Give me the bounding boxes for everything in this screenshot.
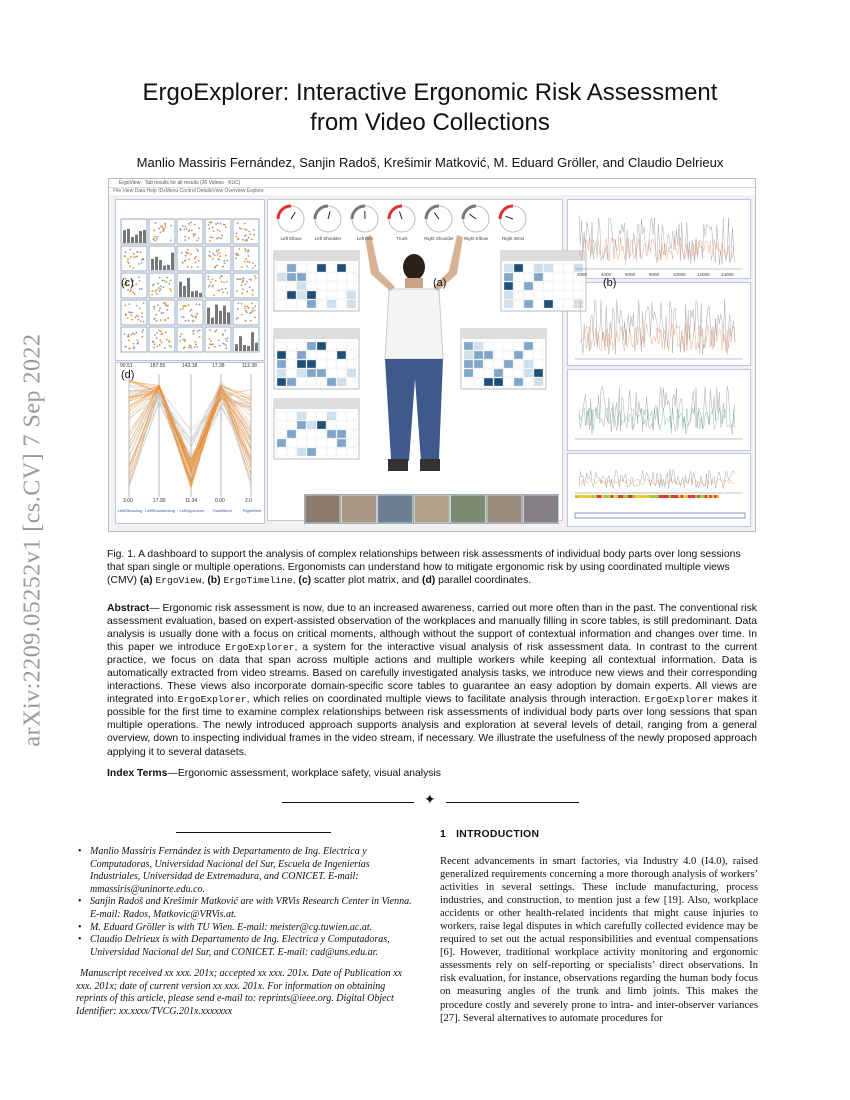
gauge-label: Right Elbow	[463, 236, 488, 241]
figure-caption: Fig. 1. A dashboard to support the analysis of complex relationships between risk assessments of individual body parts over long sessions that span single or multiple operations. Ergonomists can understand how to mitigate ergonomic risk by using coordinated multiple views (CMV) (a) ErgoView, (b) ErgoTimeline, (c) scatter plot matrix, and (d) parallel coordinates.	[107, 549, 741, 586]
gauge-label: Left Shoulder	[314, 236, 342, 241]
timeline-tick: 4000	[601, 272, 612, 277]
pc-bottom-value: 0.00	[215, 498, 225, 504]
label-a: (a)	[433, 277, 447, 289]
label-c: (c)	[121, 277, 134, 289]
label-d: (d)	[121, 369, 135, 381]
pc-bottom-value: 17.90	[153, 498, 166, 504]
timeline-series	[575, 215, 745, 518]
gauge-label: Right Shoulder	[424, 236, 454, 241]
footnote-item: • Manlio Massiris Fernández is with Departamento de Ing. Electrica y Computadoras, Universidad Nacional del Sur, Escuela de Ingenierías Industriales, Universidad de Extremadura, and CONICET. E-mail: mmassiris@uninorte.edu.co.	[76, 846, 416, 896]
pc-top-value: 143.18	[182, 363, 198, 369]
footnote-item: • Sanjin Radoš and Krešimir Matković are with VRVis Research Center in Vienna. E-mail: Rados, Matkovic@VRVis.at.	[76, 896, 416, 921]
pc-top-value: 112.38	[242, 363, 257, 369]
footnote-item: • Claudio Delrieux is with Departamento de Ing. Electrica y Computadoras, Universidad Nacional del Sur, and CONICET. E-mail: cad@uns.edu.ar.	[76, 934, 416, 959]
gauge-label: Left Arm	[356, 236, 374, 241]
gauge-row	[278, 206, 526, 232]
pc-bottom-value: 2.0	[245, 498, 252, 504]
abstract: Abstract— Ergonomic risk assessment is now, due to an increased awareness, carried out more often than in the past. The conventional risk assessment evaluation, based on expert-assisted observation of the workplaces and manually filling in score tables, is still predominant. Data analysis is usually done with a focus on critical moments, although without the support of contextual information and changes over time. In this paper we introduce ErgoExplorer, a system for the interactive visual analysis of risk assessment data. In contrast to the current practice, we focus on data that span across multiple actions and multiple workers while keeping all contextual information. Data is automatically extracted from video streams. Based on carefully investigated analysis tasks, we introduce new views and their corresponding interactions. These views also incorporate domain-specific score tables to guarantee an easy adoption by domain experts. All views are integrated into ErgoExplorer, which relies on coordinated multiple views to facilitate analysis through interaction. ErgoExplorer makes it possible for the first time to examine complex relationships between risk assessments of individual body parts over long sessions that span multiple operations. The newly introduced approach supports analysis and exploration at several levels of detail, ranging from a general overview, down to inspecting individual frames in the video stream, if necessary. We illustrate the usefulness of the newly proposed approach applying it to several datasets.	[107, 603, 757, 758]
title-line-2: from Video Collections	[310, 109, 550, 136]
parallel-coordinates-lines	[129, 374, 251, 497]
figure-menubar: File View Data Help IDxMenu Control DetailsView Overview Explore	[109, 188, 755, 195]
timeline-tick: 8000	[649, 272, 660, 277]
authors: Manlio Massiris Fernández, Sanjin Radoš, Krešimir Matković, M. Eduard Gröller, and Claudio Delrieux	[136, 155, 724, 170]
gauge-label: Trunk	[396, 236, 408, 241]
timeline-tick: 10000	[673, 272, 686, 277]
title-line-1: ErgoExplorer: Interactive Ergonomic Risk Assessment	[142, 79, 718, 106]
timeline-tick: 14000	[721, 272, 734, 277]
separator-right	[446, 802, 579, 803]
pc-axis-name: RightWrist	[242, 508, 262, 513]
section-heading: 1 INTRODUCTION	[440, 829, 540, 840]
pc-top-value: 17.38	[212, 363, 225, 369]
timeline-tick: 6000	[625, 272, 636, 277]
separator-diamond: ✦	[424, 792, 436, 808]
pc-top-value: 90.51	[120, 363, 133, 369]
pc-top-value: 187.55	[150, 363, 166, 369]
author-footnotes	[76, 846, 416, 959]
timeline-tick: 12000	[697, 272, 710, 277]
pc-axis-name: TrunkBend	[212, 508, 232, 513]
gauge-label: Left Elbow	[280, 236, 302, 241]
introduction-text: Recent advancements in smart factories, via Industry 4.0 (I4.0), raised generalized requirements concerning a more thorough analysis of workers’ activities in several settings. These include manufacturing, process industries, and construction, to mention just a few [19]. Also, workplace accidents or other health-related incidents that might cause injuries to workers, raise legal disputes in which carefully collected evidence may be required to set out the actual responsibilities and eventual compensations [6]. However, traditional workplace activity monitoring and ergonomic assessments rely on self-reporting or specialists’ direct observations. In risk evaluation, for instance, observations regarding the human body focus on measuring angles of the trunk and limb joints. This makes the procedure costly and severely prone to intra- and inter-observer variances [27]. Several alternatives to automate procedures for	[440, 856, 758, 1024]
manuscript-info: Manuscript received xx xxx. 201x; accepted xx xxx. 201x. Date of Publication xx xxx. 201x; date of current version xx xxx. 201x. For information on obtaining reprints of this article, please send e-mail to: reprints@ieee.org. Digital Object Identifier: xx.xxxx/TVCG.201x.xxxxxxx	[76, 968, 402, 1017]
teaser-figure	[108, 178, 756, 532]
separator-left	[282, 802, 414, 803]
gauge-label: Right Wrist	[502, 236, 524, 241]
paper-title	[100, 78, 760, 138]
footnote-rule	[176, 832, 331, 833]
arxiv-stamp: arXiv:2209.05252v1 [cs.CV] 7 Sep 2022	[19, 333, 46, 747]
pc-bottom-value: 11.34	[185, 498, 198, 504]
worker-figure	[365, 235, 463, 471]
timeline-tick: 2000	[577, 272, 588, 277]
pc-axis-name: LeftUpperArm	[179, 508, 205, 513]
scatter-matrix-cells	[121, 219, 259, 352]
figure-window-title: ErgoView · Tab results for all results (26 Videos · KUC)	[109, 179, 755, 188]
pc-axis-name: LeftElbowAng	[117, 508, 143, 513]
footnote-item: • M. Eduard Gröller is with TU Wien. E-mail: meister@cg.tuwien.ac.at.	[76, 922, 416, 935]
figure-graphics	[109, 179, 755, 531]
pc-axis-name: LeftShoulderAng	[145, 508, 175, 513]
pc-bottom-value: 3.00	[123, 498, 133, 504]
label-b: (b)	[603, 277, 617, 289]
index-terms: Index Terms—Ergonomic assessment, workplace safety, visual analysis	[107, 768, 441, 779]
